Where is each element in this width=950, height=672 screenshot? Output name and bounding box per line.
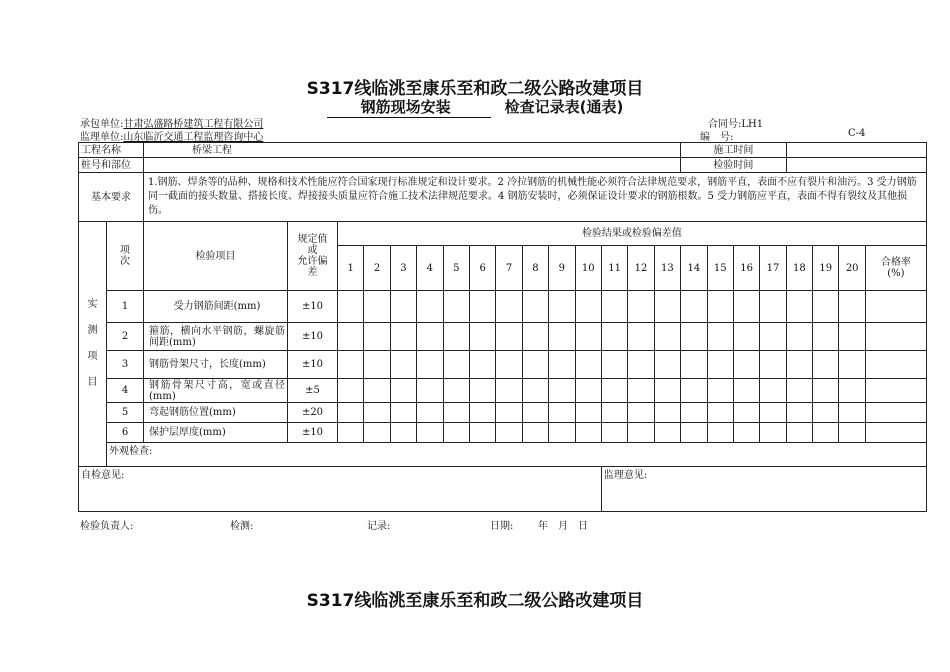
result-cell	[654, 323, 680, 351]
row-spec: ±5	[288, 379, 338, 403]
result-cell	[601, 323, 627, 351]
result-cell	[390, 291, 416, 323]
result-cell	[628, 379, 654, 403]
result-col-18: 18	[786, 246, 812, 291]
result-cell	[522, 403, 548, 423]
construction-time-label: 施工时间	[681, 143, 787, 158]
col-item-no-header-line: 项	[120, 245, 130, 256]
result-cell	[681, 291, 707, 323]
measured-items-label	[79, 222, 107, 467]
result-cell	[417, 291, 443, 323]
result-cell	[549, 403, 575, 423]
result-cell	[733, 351, 759, 379]
col-item-no-header	[107, 222, 144, 291]
result-col-12: 12	[628, 246, 654, 291]
result-cell	[338, 423, 364, 443]
result-cell	[786, 379, 812, 403]
row-item: 箍筋，横向水平钢筋，螺旋筋间距(mm)	[144, 323, 288, 351]
result-cell	[760, 423, 786, 443]
col-pass-header	[865, 246, 926, 291]
construction-time-value	[786, 143, 926, 158]
result-cell	[522, 379, 548, 403]
supervision-label: 监理意见:	[601, 467, 926, 512]
result-cell	[496, 379, 522, 403]
result-cell	[338, 403, 364, 423]
result-cell	[601, 379, 627, 403]
result-cell	[522, 351, 548, 379]
result-col-19: 19	[813, 246, 839, 291]
result-cell	[364, 351, 390, 379]
result-cell	[417, 423, 443, 443]
row-no: 2	[107, 323, 144, 351]
result-cell	[469, 379, 495, 403]
col-item-header: 检验项目	[144, 222, 288, 291]
result-cell	[813, 423, 839, 443]
measured-items-label-line: 目	[87, 377, 98, 388]
inspection-time-label: 检验时间	[681, 158, 787, 173]
table-row	[79, 351, 927, 379]
result-cell	[549, 291, 575, 323]
result-cell	[390, 323, 416, 351]
result-cell	[813, 403, 839, 423]
result-cell	[417, 379, 443, 403]
record-label: 记录:	[367, 521, 391, 532]
result-cell	[364, 379, 390, 403]
result-cell	[496, 403, 522, 423]
basic-req-label: 基本要求	[79, 173, 144, 222]
result-cell	[575, 423, 601, 443]
result-cell	[865, 351, 926, 379]
row-item: 钢筋骨架尺寸，长度(mm)	[144, 351, 288, 379]
result-cell	[601, 423, 627, 443]
result-cell	[733, 403, 759, 423]
result-cell	[522, 291, 548, 323]
supervisor-line	[80, 128, 263, 143]
result-cell	[681, 423, 707, 443]
station-label: 桩号和部位	[79, 158, 144, 173]
result-cell	[681, 403, 707, 423]
contractor-value: 甘肃弘盛路桥建筑工程有限公司	[123, 119, 264, 130]
result-cell	[549, 379, 575, 403]
result-cell	[707, 291, 733, 323]
row-no: 6	[107, 423, 144, 443]
result-cell	[417, 351, 443, 379]
result-cell	[549, 323, 575, 351]
result-cell	[760, 351, 786, 379]
result-cell	[681, 379, 707, 403]
date-label: 日期:	[490, 521, 514, 532]
result-cell	[496, 423, 522, 443]
next-page-title: S317线临洮至康乐至和政二级公路改建项目	[306, 591, 644, 611]
col-spec-header-line: 规定值	[297, 234, 328, 245]
result-col-17: 17	[760, 246, 786, 291]
result-cell	[628, 423, 654, 443]
row-item: 保护层厚度(mm)	[144, 423, 288, 443]
col-pass-header-line: 合格率	[880, 257, 911, 268]
result-col-8: 8	[522, 246, 548, 291]
row-item: 钢筋骨架尺寸高，宽或直径(mm)	[144, 379, 288, 403]
result-cell	[364, 323, 390, 351]
project-name-value: 桥梁工程	[144, 143, 681, 158]
result-cell	[522, 423, 548, 443]
code-label: 编 号:	[700, 132, 734, 143]
table-row	[79, 403, 927, 423]
date-units: 年 月 日	[538, 521, 588, 532]
result-cell	[575, 403, 601, 423]
result-cell	[469, 423, 495, 443]
contractor-label: 承包单位:	[80, 119, 124, 130]
result-cell	[628, 323, 654, 351]
result-cell	[865, 379, 926, 403]
result-cell	[760, 323, 786, 351]
col-spec-header	[288, 222, 338, 291]
row-item: 受力钢筋间距(mm)	[144, 291, 288, 323]
supervisor-value: 山东临沂交通工程监理咨询中心	[123, 132, 264, 143]
col-spec-header-line: 差	[307, 267, 318, 278]
inspection-time-value	[786, 158, 926, 173]
result-cell	[707, 323, 733, 351]
result-cell	[707, 423, 733, 443]
result-cell	[338, 291, 364, 323]
result-cell	[707, 379, 733, 403]
result-cell	[549, 351, 575, 379]
result-cell	[390, 351, 416, 379]
result-cell	[786, 291, 812, 323]
result-cell	[839, 351, 865, 379]
subtitle-left: 钢筋现场安装	[327, 96, 491, 118]
result-cell	[839, 379, 865, 403]
result-cell	[364, 291, 390, 323]
measured-items-label-line: 项	[87, 351, 98, 362]
row-spec: ±10	[288, 291, 338, 323]
result-cell	[654, 351, 680, 379]
row-spec: ±10	[288, 323, 338, 351]
result-cell	[839, 403, 865, 423]
result-cell	[601, 403, 627, 423]
result-cell	[443, 323, 469, 351]
result-cell	[469, 291, 495, 323]
result-cell	[364, 423, 390, 443]
result-cell	[760, 403, 786, 423]
inspection-table	[78, 142, 927, 512]
result-cell	[575, 323, 601, 351]
row-no: 5	[107, 403, 144, 423]
table-row	[79, 291, 927, 323]
result-cell	[865, 403, 926, 423]
result-cell	[390, 423, 416, 443]
result-cell	[786, 403, 812, 423]
result-cell	[575, 351, 601, 379]
result-col-15: 15	[707, 246, 733, 291]
supervisor-label: 监理单位:	[80, 132, 124, 143]
result-cell	[443, 351, 469, 379]
result-cell	[733, 379, 759, 403]
result-cell	[338, 379, 364, 403]
result-cell	[681, 323, 707, 351]
col-spec-header-line: 允许偏	[297, 256, 328, 267]
result-col-1: 1	[338, 246, 364, 291]
col-item-no-header-line: 次	[120, 256, 130, 267]
col-pass-header-line: (%)	[887, 268, 905, 279]
result-cell	[390, 379, 416, 403]
result-col-6: 6	[469, 246, 495, 291]
result-cell	[575, 291, 601, 323]
result-cell	[390, 403, 416, 423]
result-cell	[760, 291, 786, 323]
table-row	[79, 379, 927, 403]
result-cell	[469, 323, 495, 351]
row-no: 3	[107, 351, 144, 379]
result-col-10: 10	[575, 246, 601, 291]
result-cell	[338, 351, 364, 379]
result-cell	[865, 323, 926, 351]
row-no: 1	[107, 291, 144, 323]
result-cell	[628, 291, 654, 323]
row-spec: ±20	[288, 403, 338, 423]
result-cell	[575, 379, 601, 403]
result-cell	[601, 291, 627, 323]
result-cell	[839, 323, 865, 351]
result-col-5: 5	[443, 246, 469, 291]
row-item: 弯起钢筋位置(mm)	[144, 403, 288, 423]
code-value: C-4	[848, 128, 866, 139]
project-name-label: 工程名称	[79, 143, 144, 158]
result-col-16: 16	[733, 246, 759, 291]
result-cell	[549, 423, 575, 443]
result-cell	[733, 291, 759, 323]
result-cell	[496, 351, 522, 379]
contract-no: 合同号:LH1	[708, 119, 764, 130]
col-results-header: 检验结果或检验偏差值	[338, 222, 927, 246]
result-cell	[364, 403, 390, 423]
inspector-label: 检验负责人:	[80, 521, 134, 532]
result-cell	[338, 323, 364, 351]
col-spec-header-line: 或	[307, 245, 318, 256]
result-cell	[733, 323, 759, 351]
result-cell	[417, 323, 443, 351]
result-cell	[786, 323, 812, 351]
measured-items-label-line: 测	[87, 325, 98, 336]
result-cell	[654, 403, 680, 423]
result-col-3: 3	[390, 246, 416, 291]
result-cell	[443, 291, 469, 323]
result-cell	[681, 351, 707, 379]
result-col-7: 7	[496, 246, 522, 291]
result-cell	[707, 403, 733, 423]
check-label: 检测:	[230, 521, 254, 532]
result-cell	[443, 403, 469, 423]
result-cell	[813, 291, 839, 323]
result-cell	[786, 351, 812, 379]
result-cell	[469, 351, 495, 379]
result-col-9: 9	[549, 246, 575, 291]
result-cell	[417, 403, 443, 423]
result-cell	[707, 351, 733, 379]
result-cell	[813, 323, 839, 351]
result-col-2: 2	[364, 246, 390, 291]
result-cell	[654, 379, 680, 403]
result-cell	[628, 351, 654, 379]
self-check-label: 自检意见:	[79, 467, 602, 512]
result-cell	[839, 423, 865, 443]
result-cell	[865, 291, 926, 323]
result-cell	[628, 403, 654, 423]
result-cell	[654, 291, 680, 323]
result-cell	[813, 379, 839, 403]
result-cell	[865, 423, 926, 443]
result-col-13: 13	[654, 246, 680, 291]
result-cell	[733, 423, 759, 443]
result-col-11: 11	[601, 246, 627, 291]
table-row	[79, 423, 927, 443]
result-cell	[839, 291, 865, 323]
subtitle-right: 检查记录表(通表)	[504, 98, 624, 116]
appearance-label: 外观检查:	[107, 443, 927, 467]
document-title: S317线临洮至康乐至和政二级公路改建项目	[306, 79, 644, 99]
result-cell	[496, 291, 522, 323]
measured-items-label-line: 实	[87, 299, 98, 310]
station-value	[144, 158, 681, 173]
result-col-14: 14	[681, 246, 707, 291]
result-cell	[443, 379, 469, 403]
row-spec: ±10	[288, 351, 338, 379]
result-cell	[760, 379, 786, 403]
table-row	[79, 323, 927, 351]
result-cell	[601, 351, 627, 379]
row-spec: ±10	[288, 423, 338, 443]
result-cell	[522, 323, 548, 351]
row-no: 4	[107, 379, 144, 403]
result-col-20: 20	[839, 246, 865, 291]
result-col-4: 4	[417, 246, 443, 291]
result-cell	[496, 323, 522, 351]
result-cell	[654, 423, 680, 443]
result-cell	[469, 403, 495, 423]
result-cell	[443, 423, 469, 443]
basic-req-text: 1.钢筋、焊条等的品种、规格和技术性能应符合国家现行标准规定和设计要求。2 冷拉钢筋的机械性能必须符合法律规范要求，钢筋平直，表面不应有裂片和油污。3 受力钢筋同一截面的接头数量、搭接长度、焊接接头质量应符合施工技术法律规范要求。4 钢筋安装时，必须保证设计要求的钢筋根数。5 受力钢筋应平直，表面不得有裂纹及其他损伤。	[144, 173, 927, 222]
result-cell	[786, 423, 812, 443]
result-cell	[813, 351, 839, 379]
